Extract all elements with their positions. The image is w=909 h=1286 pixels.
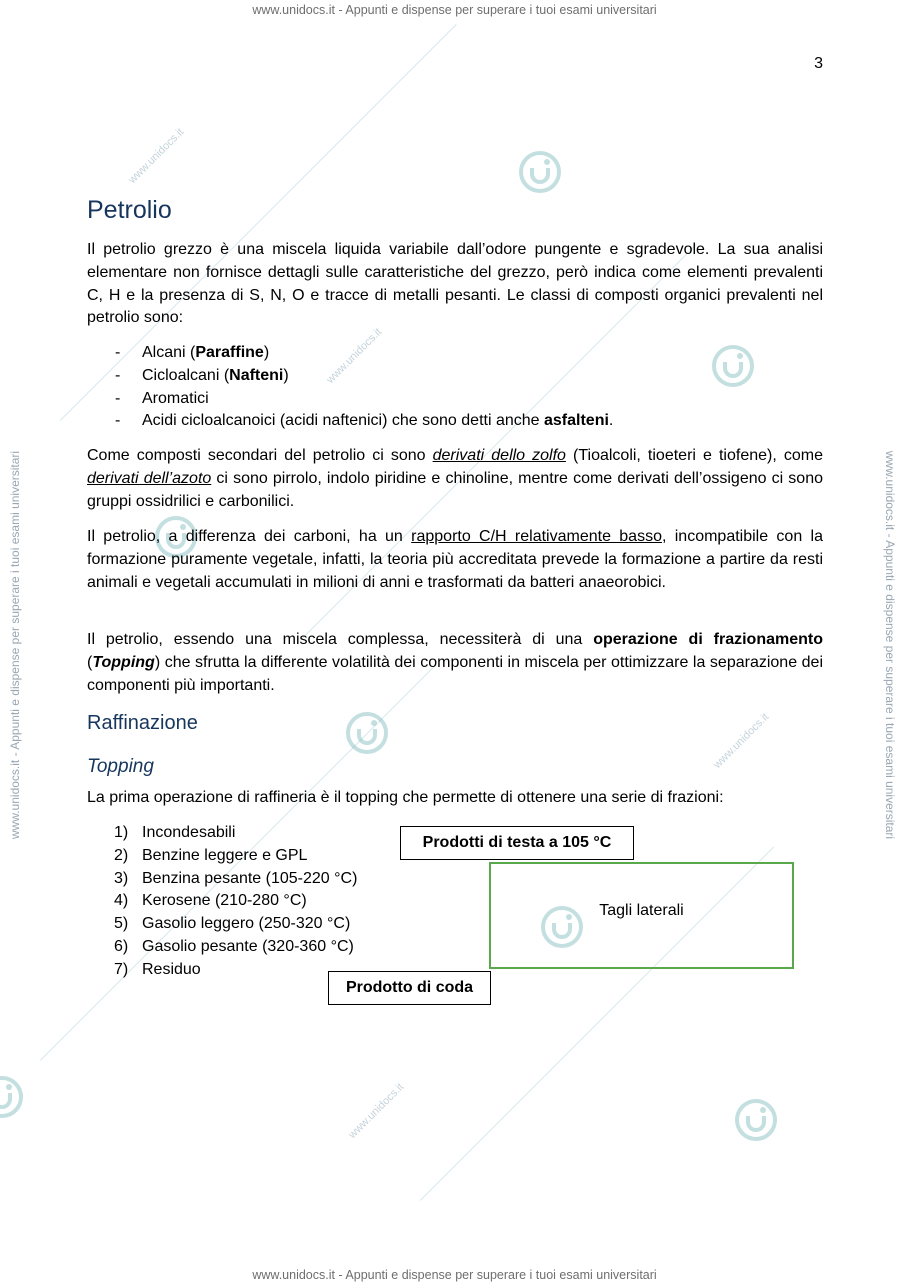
unidocs-logo-icon bbox=[345, 711, 389, 755]
list-item: - Acidi cicloalcanoici (acidi naftenici) che sono detti anche asfalteni. bbox=[87, 410, 823, 433]
watermark-footer: www.unidocs.it - Appunti e dispense per superare i tuoi esami universitari bbox=[252, 1268, 657, 1282]
compound-class-list bbox=[87, 342, 823, 433]
bullet-dash: - bbox=[115, 344, 121, 361]
unidocs-logo-icon bbox=[734, 1098, 778, 1142]
ch-ratio-underlined: rapporto C/H relativamente basso bbox=[411, 528, 662, 545]
list-item: 7) Residuo bbox=[114, 960, 201, 978]
watermark-side-left: www.unidocs.it - Appunti e dispense per superare i tuoi esami universitari bbox=[8, 450, 22, 840]
side-cuts-box: Tagli laterali bbox=[489, 862, 794, 969]
list-item: 4) Kerosene (210-280 °C) bbox=[114, 892, 307, 910]
nitrogen-derivatives-text: derivati dell’azoto bbox=[87, 469, 212, 487]
unidocs-logo-icon bbox=[0, 1075, 24, 1119]
bullet-dash: - bbox=[115, 366, 121, 384]
topping-intro: La prima operazione di raffineria è il topping che permette di ottenere una serie di frazioni: bbox=[87, 789, 724, 806]
list-item: - Cicloalcani (Nafteni) bbox=[87, 365, 823, 388]
page-number: 3 bbox=[814, 55, 823, 72]
ch-ratio-paragraph: Il petrolio, a differenza dei carboni, ha un rapporto C/H relativamente basso, incompatibile con la formazione puramente vegetale, infatti, la teoria più accreditata prevede la formazione a partire da resti animali e vegetali accumulati in milioni di anni e trasformati da batteri anaeorobici. bbox=[87, 528, 823, 591]
bullet-dash: - bbox=[115, 389, 121, 407]
section-title-raffinazione: Raffinazione bbox=[87, 712, 198, 734]
watermark-diagonal-text: www.unidocs.it bbox=[711, 711, 772, 771]
list-item: 6) Gasolio pesante (320-360 °C) bbox=[114, 937, 354, 955]
list-item: 2) Benzine leggere e GPL bbox=[114, 846, 308, 864]
secondary-compounds-paragraph: Come composti secondari del petrolio ci sono derivati dello zolfo (Tioalcoli, tioeteri e tiofene), come derivati dell’azoto ci sono pirrolo, indolo piridine e chinoline, mentre come derivati dell’ossigeno ci sono gruppi ossidrilici e carbonilici. bbox=[87, 447, 823, 510]
list-item: 5) Gasolio leggero (250-320 °C) bbox=[114, 915, 351, 933]
fraction-list bbox=[87, 822, 407, 982]
list-item: 3) Benzina pesante (105-220 °C) bbox=[114, 869, 358, 887]
head-products-box: Prodotti di testa a 105 °C bbox=[400, 826, 634, 860]
watermark-header: www.unidocs.it - Appunti e dispense per superare i tuoi esami universitari bbox=[252, 3, 657, 17]
watermark-diagonal-text: www.unidocs.it bbox=[324, 326, 385, 386]
subsection-title-topping: Topping bbox=[87, 756, 154, 777]
page-title: Petrolio bbox=[87, 196, 172, 224]
unidocs-logo-icon bbox=[518, 150, 562, 194]
watermark-diagonal-text: www.unidocs.it bbox=[126, 126, 187, 186]
list-item: - Aromatici bbox=[87, 388, 823, 411]
fractionation-paragraph: Il petrolio, essendo una miscela complessa, necessiterà di una operazione di frazionamento (Topping) che sfrutta la differente volatilità dei componenti in miscela per ottimizzare la separazione dei componenti più importanti. bbox=[87, 631, 823, 694]
watermark-diagonal-text: www.unidocs.it bbox=[346, 1081, 407, 1141]
intro-paragraph: Il petrolio grezzo è una miscela liquida variabile dall’odore pungente e sgradevole. La sua analisi elementare non fornisce dettagli sulle caratteristiche del grezzo, però indica come elementi prevalenti C, H e la presenza di S, N, O e tracce di metalli pesanti. Le classi di composti organici prevalenti nel petrolio sono: bbox=[87, 241, 823, 327]
tail-product-box: Prodotto di coda bbox=[328, 971, 491, 1005]
bullet-dash: - bbox=[115, 412, 121, 430]
list-item: - Alcani (Paraffine) bbox=[87, 342, 823, 365]
watermark-side-right: www.unidocs.it - Appunti e dispense per superare i tuoi esami universitari bbox=[883, 450, 897, 840]
sulfur-derivatives-link-text: derivati dello zolfo bbox=[432, 447, 566, 464]
list-item: 1) Incondesabili bbox=[114, 824, 236, 841]
